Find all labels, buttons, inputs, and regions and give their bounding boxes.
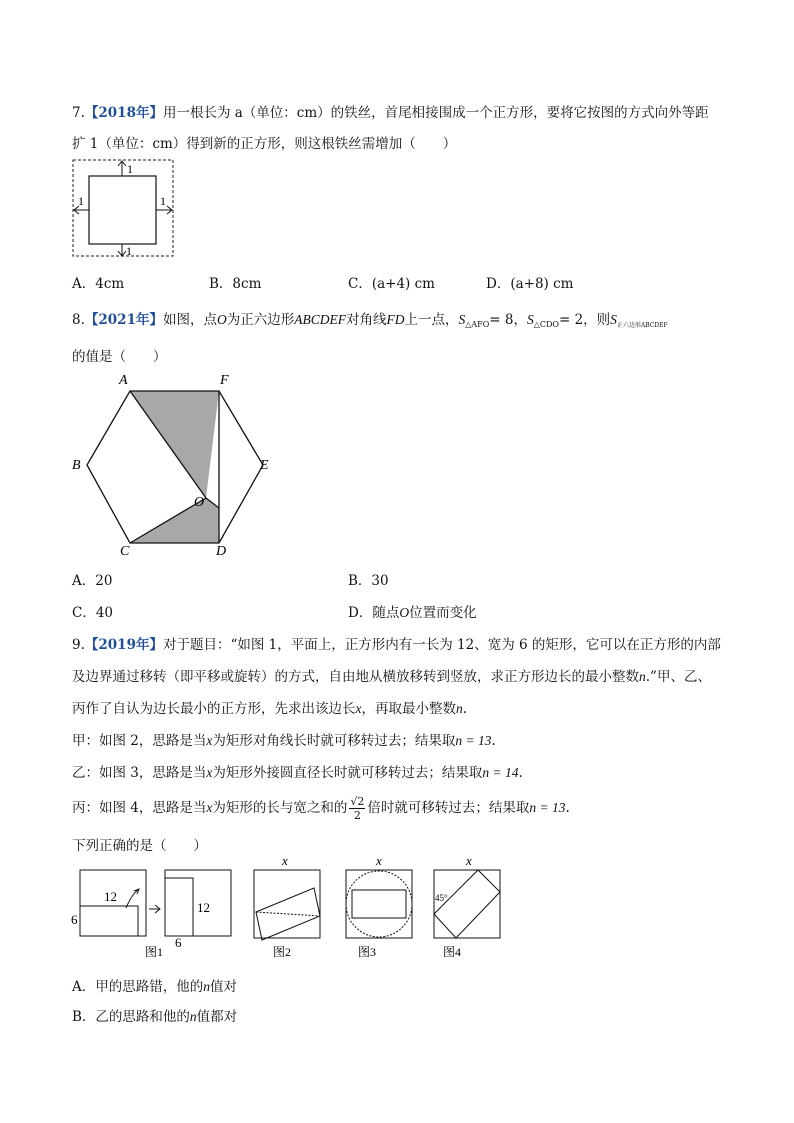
q9-text: 为矩形外接圆直径长时就可移转过去；结果取 — [212, 765, 483, 781]
q9-fig4-x: x — [466, 854, 472, 868]
q9-var-n: n — [189, 1009, 197, 1024]
q8-option-b: B．30 — [348, 573, 389, 589]
q7-text-line1: 用一根长为 a（单位：cm）的铁丝，首尾相接围成一个正方形，要将它按图的方式向外等距 — [162, 105, 709, 121]
q9-text: . — [565, 800, 570, 816]
q8-vertex-f: F — [220, 373, 229, 388]
q8-area-subscript: △CDO — [533, 320, 559, 329]
q9-fig1-label-12b: 12 — [197, 900, 210, 915]
q8-area-subscript: △AFO — [465, 320, 490, 329]
q9-year-tag: 【2019年】 — [84, 637, 163, 653]
q7-line2: 扩 1（单位：cm）得到新的正方形，则这根铁丝需增加（ ） — [72, 136, 457, 152]
q9-yi-result: n = 14 — [482, 765, 519, 780]
q9-fig4-angle: 45° — [435, 893, 448, 903]
q9-figure-1 — [71, 870, 231, 959]
q7-figure — [72, 158, 176, 258]
q8-diagonal-name: FD — [386, 312, 405, 327]
q7-label-left: 1 — [78, 194, 84, 208]
q8-shaded-triangle-afo — [130, 391, 219, 498]
q7-label-right: 1 — [160, 194, 166, 208]
q9-text: 丙：如图 4，思路是当 — [72, 800, 207, 816]
q9-text: 及边界通过移转（即平移或旋转）的方式，自由地从横放移转到竖放，求正方形边长的最小整数 — [72, 669, 639, 685]
q9-var-n: n — [639, 669, 646, 684]
q8-number: 8. — [72, 312, 85, 328]
q9-text-line1: 对于题目：“如图 1，平面上，正方形内有一长为 12、宽为 6 的矩形，它可以在正方形的内部 — [162, 637, 721, 653]
q8-vertex-e: E — [260, 458, 269, 473]
q9-var-n: n — [456, 701, 463, 716]
q9-option-b-text: 值都对 — [196, 1009, 238, 1025]
q7-outer-dashed-square — [73, 160, 173, 256]
q8-area-subscript: 正六边形ABCDEF — [616, 322, 668, 329]
q8-text: ，则 — [583, 312, 611, 328]
q9-fraction-denominator: 2 — [353, 809, 361, 822]
q8-vertex-c: C — [120, 544, 130, 558]
q8-hexagon-name: ABCDEF — [294, 312, 346, 327]
q8-hexagon-figure — [68, 368, 278, 558]
q9-question: 下列正确的是（ ） — [72, 838, 207, 854]
q9-option-a — [72, 975, 237, 995]
q8-vertex-a: A — [119, 373, 128, 388]
q8-area-value: = 8 — [489, 312, 514, 328]
q9-text: 为矩形对角线长时就可移转过去；结果取 — [212, 733, 456, 749]
q9-figures — [66, 854, 516, 962]
q7-line1 — [72, 101, 709, 121]
q9-text: 丙作了自认为边长最小的正方形，先求出该边长 — [72, 701, 356, 717]
q8-option-d-text: D．随点 — [348, 605, 400, 621]
q9-figure-3 — [346, 854, 412, 959]
q9-line2 — [72, 665, 711, 685]
q7-label-bottom: 1 — [126, 244, 132, 258]
q7-inner-square — [89, 176, 156, 244]
q9-jia — [72, 729, 496, 749]
q9-text: ，再取最小整数 — [361, 701, 456, 717]
q9-bing-result: n = 13 — [529, 800, 566, 815]
q9-var-x: x — [206, 800, 213, 815]
q9-fig3-x: x — [376, 854, 382, 868]
q9-number: 9. — [72, 637, 85, 653]
q9-var-x: x — [355, 701, 362, 716]
q9-text: 为矩形的长与宽之和的 — [212, 800, 348, 816]
q9-text: . — [462, 701, 468, 717]
q8-vertex-d: D — [216, 544, 227, 558]
q9-option-a-text: 值对 — [210, 979, 237, 995]
q8-text: 为正六边形 — [226, 312, 295, 328]
q9-figure-2 — [254, 854, 320, 959]
q9-fraction — [349, 795, 365, 822]
q8-line2: 的值是（ ） — [72, 349, 167, 365]
q9-option-b-text: B．乙的思路和他的 — [72, 1009, 190, 1025]
q8-vertex-b: B — [72, 458, 81, 473]
q9-caption-fig3: 图3 — [358, 945, 377, 959]
q7-option-c: C．(a+4) cm — [348, 276, 435, 292]
q9-caption-fig1: 图1 — [145, 945, 164, 959]
q9-text: 甲：如图 2，思路是当 — [72, 733, 207, 749]
q8-area-symbol: S — [610, 312, 617, 327]
q8-text: 如图，点 — [162, 312, 217, 328]
q9-var-n: n — [203, 979, 210, 994]
q7-option-d: D．(a+8) cm — [486, 276, 574, 292]
q8-option-d-var: O — [399, 605, 410, 620]
q9-line3 — [72, 697, 467, 717]
q8-option-d-text: 位置而变化 — [409, 605, 477, 621]
q8-area-value: = 2 — [558, 312, 584, 328]
q9-line1 — [72, 633, 721, 653]
q9-text: 乙：如图 3，思路是当 — [72, 765, 207, 781]
q9-fig1-label-6b: 6 — [175, 935, 182, 950]
q8-text: ， — [513, 312, 527, 328]
q7-option-a: A．4cm — [72, 276, 125, 292]
q8-year-tag: 【2021年】 — [84, 312, 163, 328]
q9-fig2-x: x — [282, 854, 288, 868]
q9-caption-fig2: 图2 — [273, 945, 292, 959]
q8-area-symbol: S — [458, 312, 466, 327]
q7-label-top: 1 — [127, 162, 133, 176]
q8-option-a: A．20 — [72, 573, 113, 589]
q7-number: 7. — [72, 105, 85, 121]
q8-shaded-triangle-cdo — [130, 498, 219, 543]
q9-fig1-label-6: 6 — [71, 912, 78, 927]
q9-caption-fig4: 图4 — [443, 945, 462, 959]
q8-point-o: O — [194, 495, 205, 510]
q8-text: 对角线 — [345, 312, 387, 328]
q9-text: .”甲、乙、 — [645, 669, 711, 685]
q9-option-b — [72, 1005, 237, 1025]
q9-yi — [72, 761, 523, 781]
q9-var-x: x — [206, 733, 213, 748]
q8-text: 上一点， — [404, 312, 459, 328]
q9-figure-4 — [434, 854, 500, 959]
q8-line1 — [72, 308, 668, 329]
q9-text: . — [518, 765, 523, 781]
q9-jia-result: n = 13 — [455, 733, 492, 748]
q9-fraction-numerator: √2 — [350, 795, 365, 808]
q9-text: 倍时就可移转过去；结果取 — [367, 800, 530, 816]
q9-option-a-text: A．甲的思路错，他的 — [72, 979, 204, 995]
q9-fig1-label-12: 12 — [104, 889, 117, 904]
q8-option-c: C．40 — [72, 605, 114, 621]
q8-area-symbol: S — [526, 312, 534, 327]
q9-var-x: x — [206, 765, 213, 780]
q9-text: . — [491, 733, 496, 749]
q7-year-tag: 【2018年】 — [84, 105, 163, 121]
q8-var-o: O — [216, 312, 227, 327]
q9-bing — [72, 795, 570, 822]
q7-option-b: B．8cm — [209, 276, 262, 292]
q8-option-d — [348, 601, 477, 621]
